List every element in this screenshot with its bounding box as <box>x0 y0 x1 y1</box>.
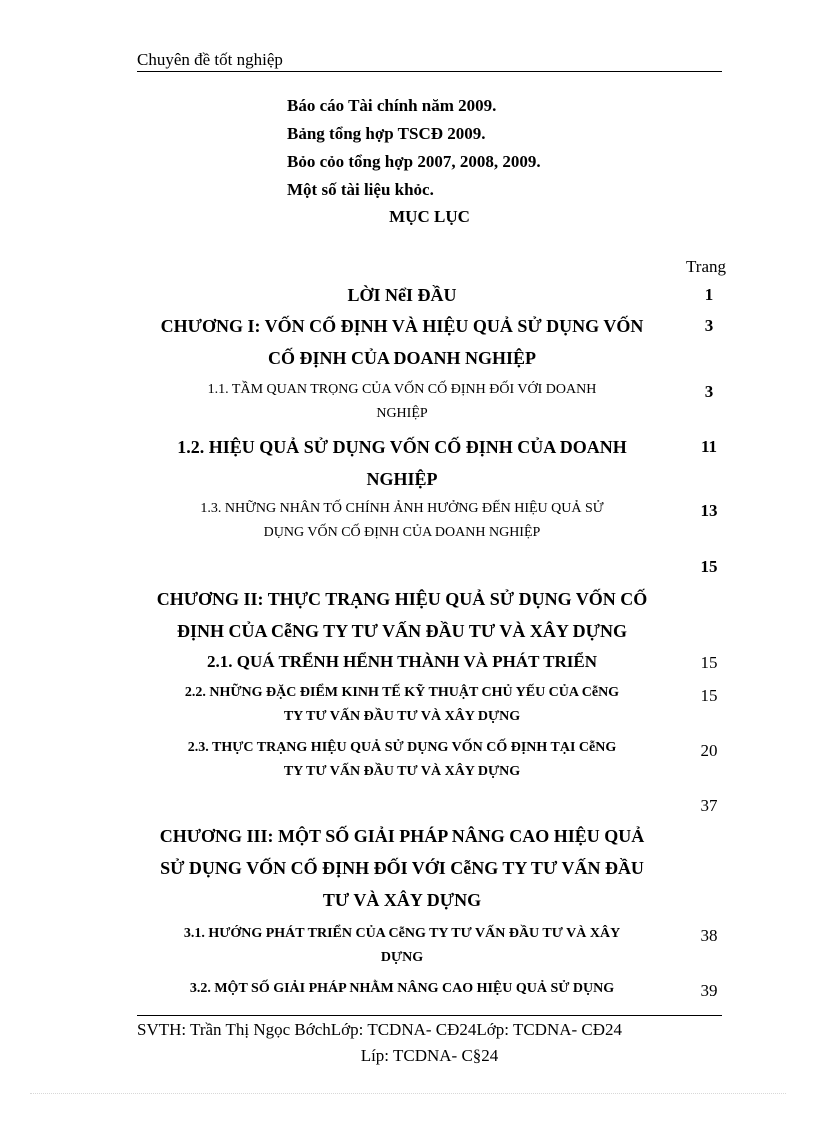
toc-entry-chapter-2: CHƯƠNG II: THỰC TRẠNG HIỆU QUẢ SỬ DỤNG VỐN CỐ ĐỊNH CỦA CễNG TY TƯ VẤN ĐẦU TƯ VÀ XÂY DỰNG <box>156 589 648 641</box>
toc-entry-3-2: 3.2. MỘT SỐ GIẢI PHÁP NHẰM NÂNG CAO HIỆU QUẢ SỬ DỤNG <box>189 981 615 996</box>
toc-page-number: 15 <box>700 653 718 672</box>
toc-page-number: 1 <box>704 285 714 304</box>
header-rule <box>137 71 722 72</box>
toc-page-number: 39 <box>700 981 718 1000</box>
page-bottom-divider <box>30 1093 786 1094</box>
reference-item: Một số tài liệu khỏc. <box>287 180 434 199</box>
page-header: Chuyên đề tốt nghiệp <box>137 50 283 69</box>
footer-class: Líp: TCDNA- C§24 <box>360 1046 499 1065</box>
toc-page-header: Trang <box>686 257 726 276</box>
toc-page-number: 13 <box>700 501 718 520</box>
toc-entry-2-3: 2.3. THỰC TRẠNG HIỆU QUẢ SỬ DỤNG VỐN CỐ ĐỊNH TẠI CễNG TY TƯ VẤN ĐẦU TƯ VÀ XÂY DỰNG <box>187 740 617 779</box>
toc-title: MỤC LỤC <box>389 207 470 226</box>
toc-entry-1-2: 1.2. HIỆU QUẢ SỬ DỤNG VỐN CỐ ĐỊNH CỦA DOANH NGHIỆP <box>177 437 627 489</box>
toc-entry-1-3: 1.3. NHỮNG NHÂN TỐ CHÍNH ẢNH HƯỞNG ĐẾN HIỆU QUẢ SỬ DỤNG VỐN CỐ ĐỊNH CỦA DOANH NGHIỆP <box>200 501 604 540</box>
toc-page-number: 15 <box>700 686 718 705</box>
toc-entry-1-1: 1.1. TẦM QUAN TRỌNG CỦA VỐN CỐ ĐỊNH ĐỐI VỚI DOANH NGHIỆP <box>207 382 597 421</box>
toc-entry-intro: LỜI NểI ĐẦU <box>347 285 457 305</box>
toc-page-number: 3 <box>704 316 714 335</box>
toc-page-number: 37 <box>700 796 718 815</box>
toc-entry-3-1: 3.1. HƯỚNG PHÁT TRIỂN CỦA CễNG TY TƯ VẤN ĐẦU TƯ VÀ XÂY DỰNG <box>183 926 621 965</box>
toc-page-number: 20 <box>700 741 718 760</box>
reference-item: Bảng tổng hợp TSCĐ 2009. <box>287 124 486 143</box>
toc-page-number: 38 <box>700 926 718 945</box>
toc-page-number: 3 <box>704 382 714 401</box>
toc-entry-2-2: 2.2. NHỮNG ĐẶC ĐIỂM KINH TẾ KỸ THUẬT CHỦ YẾU CỦA CễNG TY TƯ VẤN ĐẦU TƯ VÀ XÂY DỰNG <box>184 685 620 724</box>
toc-entry-chapter-3: CHƯƠNG III: MỘT SỐ GIẢI PHÁP NÂNG CAO HIỆU QUẢ SỬ DỤNG VỐN CỐ ĐỊNH ĐỐI VỚI CễNG TY TƯ VẤN ĐẦU TƯ VÀ XÂY DỰNG <box>159 826 645 910</box>
toc-page-number: 15 <box>700 557 718 576</box>
toc-entry-chapter-1: CHƯƠNG I: VỐN CỐ ĐỊNH VÀ HIỆU QUẢ SỬ DỤNG VỐN CỐ ĐỊNH CỦA DOANH NGHIỆP <box>160 316 644 368</box>
reference-item: Báo cáo Tài chính năm 2009. <box>287 96 497 115</box>
reference-item: Bỏo cỏo tổng hợp 2007, 2008, 2009. <box>287 152 541 171</box>
footer-student: SVTH: Trần Thị Ngọc BớchLớp: TCDNA- CĐ24Lớp: TCDNA- CĐ24 <box>137 1020 623 1039</box>
toc-page-number: 11 <box>700 437 718 456</box>
footer-rule <box>137 1015 722 1016</box>
toc-entry-2-1: 2.1. QUÁ TRỂNH HỂNH THÀNH VÀ PHÁT TRIỂN <box>207 652 597 671</box>
